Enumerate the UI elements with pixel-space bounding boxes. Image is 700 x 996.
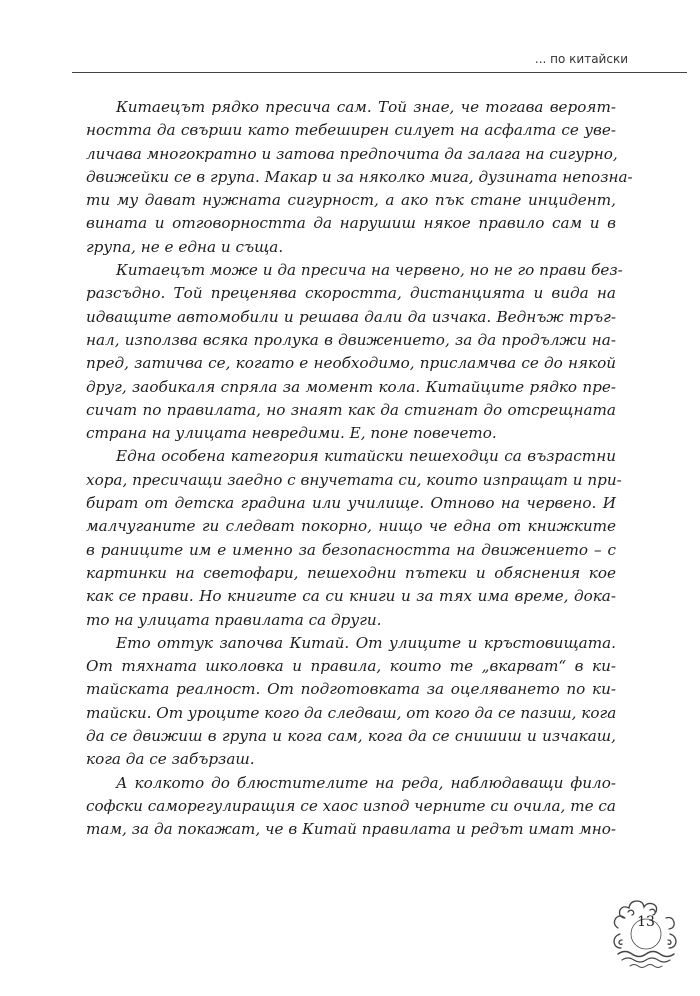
text-line: пред, затичва се, когато е необходимо, присламчва се до някой [86,354,616,373]
text-line: друг, заобикаля спряла за момент кола. Китайците рядко пре- [86,377,616,396]
text-line: сичат по правилата, но знаят как да стигнат до отсрещната [86,400,616,419]
body-text [86,96,633,842]
decorative-ornament-icon [604,888,688,972]
header-rule [72,72,687,73]
text-line: движейки се в група. Макар и за няколко мига, дузината непозна- [86,167,633,186]
paragraph [86,445,622,631]
text-line: хора, пресичащи заедно с внучетата си, които изпращат и при- [86,470,622,489]
text-line: софски саморегулиращия се хаос изпод черните си очила, те са [86,796,616,815]
text-line: Една особена категория китайски пешеходци са възрастни [116,447,616,466]
text-line: там, за да покажат, че в Китай правилата и редът имат мно- [86,820,616,839]
text-line: Ето оттук започва Китай. От улиците и кръстовищата. [116,633,616,652]
text-line: тайската реалност. От подготовката за оцеляването по ки- [86,680,616,699]
running-header: ... по китайски [534,52,628,66]
text-line: От тяхната школовка и правила, които те „вкарват“ в ки- [86,657,616,676]
paragraph [86,96,633,259]
text-line: тайски. От уроците кого да следваш, от кого да се пазиш, кога [86,703,617,722]
text-line: ти му дават нужната сигурност, а ако пък стане инцидент, [86,191,616,210]
text-line: личава многократно и затова предпочита да залага на сигурно, [86,144,618,163]
text-line: идващите автомобили и решава дали да изчака. Веднъж тръг- [86,307,616,326]
text-line: да се движиш в група и кога сам, кога да се снишиш и изчакаш, [86,727,616,746]
paragraph [86,772,616,842]
page-number: 13 [637,914,655,930]
text-line: то на улицата правилата са други. [86,610,382,629]
text-line: А колкото до блюстителите на реда, наблюдаващи фило- [116,773,616,792]
text-line: нал, използва всяка пролука в движението, за да продължи на- [86,330,616,349]
text-line: вината и отговорността да нарушиш някое правило сам и в [86,214,616,233]
text-line: картинки на светофари, пешеходни пътеки и обяснения кое [86,563,616,582]
text-line: разсъдно. Той преценява скоростта, дистанцията и вида на [86,284,616,303]
paragraph [86,259,623,445]
text-line: малчуганите ги следват покорно, нищо че една от книжките [86,517,616,536]
text-line: група, не е една и съща. [86,237,284,256]
paragraph [86,632,616,772]
text-line: кога да се забързаш. [86,750,255,769]
text-line: ността да свърши като тебеширен силует на асфалта се уве- [86,121,616,140]
text-line: Китаецът рядко пресича сам. Той знае, че тогава вероят- [116,98,616,116]
text-line: в раниците им е именно за безопасността на движението – с [86,540,616,559]
text-line: как се прави. Но книгите са си книги и за тях има време, дока- [86,587,616,606]
text-line: бират от детска градина или училище. Отново на червено. И [86,494,616,513]
text-line: страна на улицата невредими. Е, поне повечето. [86,424,497,443]
text-line: Китаецът може и да пресича на червено, но не го прави без- [116,261,623,280]
